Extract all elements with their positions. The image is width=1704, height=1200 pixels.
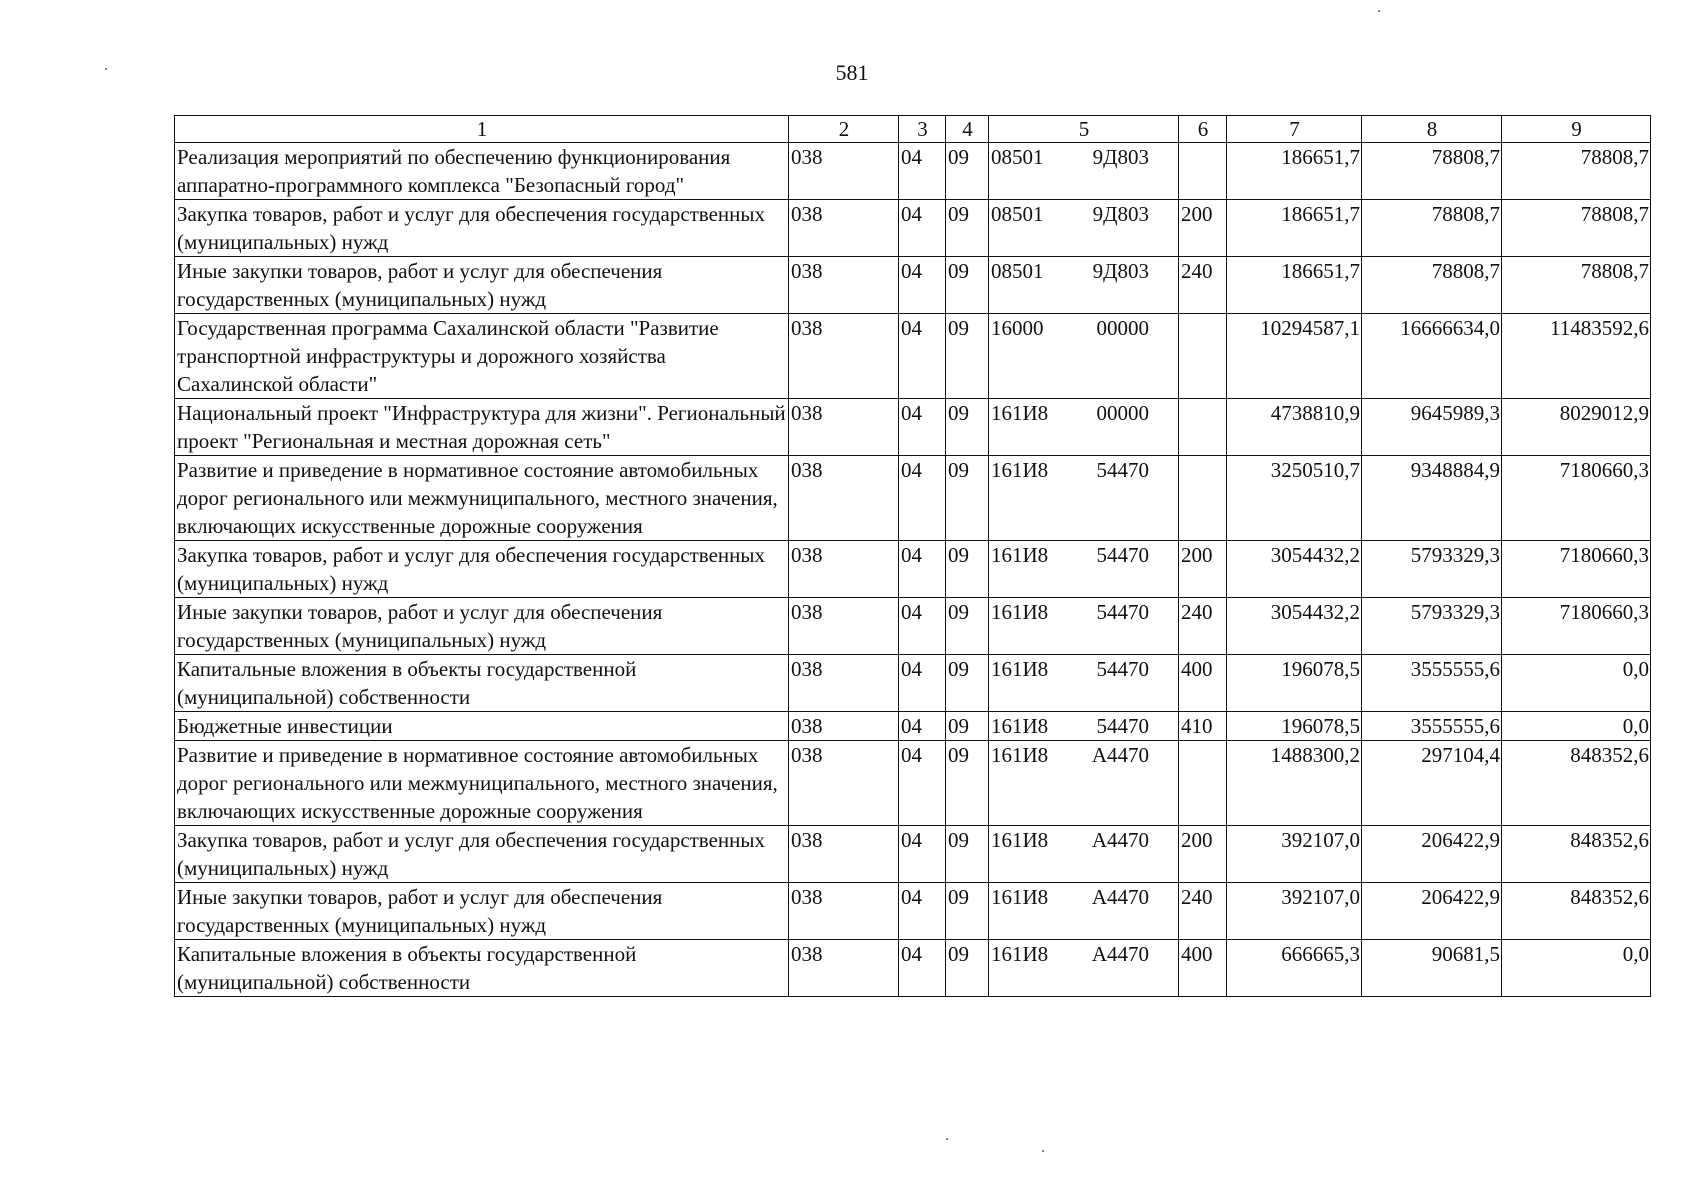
budget-table bbox=[174, 115, 1651, 997]
row-pr: 09 bbox=[946, 598, 989, 655]
row-value-8: 90681,5 bbox=[1362, 940, 1502, 997]
row-ved: 038 bbox=[789, 712, 899, 741]
row-ved: 038 bbox=[789, 541, 899, 598]
scan-speck bbox=[105, 68, 107, 70]
row-name: Государственная программа Сахалинской области "Развитие транспортной инфраструктуры и дорожного хозяйства Сахалинской области" bbox=[175, 314, 789, 399]
row-value-7: 3054432,2 bbox=[1227, 598, 1362, 655]
row-rz: 04 bbox=[899, 741, 946, 826]
row-vr: 400 bbox=[1179, 655, 1227, 712]
row-value-7: 3250510,7 bbox=[1227, 456, 1362, 541]
row-csr bbox=[989, 940, 1179, 997]
row-pr: 09 bbox=[946, 143, 989, 200]
row-value-7: 186651,7 bbox=[1227, 257, 1362, 314]
row-value-8: 5793329,3 bbox=[1362, 541, 1502, 598]
table-row bbox=[175, 143, 1651, 200]
row-csr-direction: А4470 bbox=[1091, 885, 1149, 909]
row-csr-program: 161И8 bbox=[991, 743, 1049, 767]
row-csr-direction: 54470 bbox=[1096, 600, 1149, 624]
row-csr-direction: 54470 bbox=[1096, 543, 1149, 567]
row-csr-program: 161И8 bbox=[991, 657, 1049, 681]
row-csr bbox=[989, 598, 1179, 655]
row-value-7: 392107,0 bbox=[1227, 826, 1362, 883]
table-row bbox=[175, 826, 1651, 883]
row-csr-program: 161И8 bbox=[991, 543, 1049, 567]
row-value-9: 7180660,3 bbox=[1502, 598, 1651, 655]
row-vr: 410 bbox=[1179, 712, 1227, 741]
row-ved: 038 bbox=[789, 741, 899, 826]
row-vr: 400 bbox=[1179, 940, 1227, 997]
row-rz: 04 bbox=[899, 143, 946, 200]
row-csr-program: 16000 bbox=[991, 316, 1044, 340]
row-csr-direction: А4470 bbox=[1091, 743, 1149, 767]
row-csr-program: 161И8 bbox=[991, 885, 1049, 909]
row-name: Иные закупки товаров, работ и услуг для обеспечения государственных (муниципальных) нужд bbox=[175, 883, 789, 940]
row-ved: 038 bbox=[789, 200, 899, 257]
row-value-8: 78808,7 bbox=[1362, 143, 1502, 200]
row-value-8: 3555555,6 bbox=[1362, 712, 1502, 741]
row-vr bbox=[1179, 741, 1227, 826]
table-row bbox=[175, 257, 1651, 314]
row-csr bbox=[989, 200, 1179, 257]
row-name: Закупка товаров, работ и услуг для обеспечения государственных (муниципальных) нужд bbox=[175, 200, 789, 257]
row-value-8: 9348884,9 bbox=[1362, 456, 1502, 541]
row-vr bbox=[1179, 143, 1227, 200]
row-vr: 240 bbox=[1179, 883, 1227, 940]
row-csr-program: 08501 bbox=[991, 202, 1044, 226]
table-row bbox=[175, 741, 1651, 826]
row-name: Закупка товаров, работ и услуг для обеспечения государственных (муниципальных) нужд bbox=[175, 541, 789, 598]
row-vr: 240 bbox=[1179, 257, 1227, 314]
row-pr: 09 bbox=[946, 456, 989, 541]
row-vr bbox=[1179, 314, 1227, 399]
row-csr bbox=[989, 741, 1179, 826]
row-rz: 04 bbox=[899, 826, 946, 883]
row-csr-direction: 9Д803 bbox=[1092, 145, 1149, 169]
row-value-8: 16666634,0 bbox=[1362, 314, 1502, 399]
row-csr bbox=[989, 883, 1179, 940]
row-value-7: 3054432,2 bbox=[1227, 541, 1362, 598]
row-csr bbox=[989, 143, 1179, 200]
row-vr: 200 bbox=[1179, 200, 1227, 257]
row-name: Капитальные вложения в объекты государственной (муниципальной) собственности bbox=[175, 940, 789, 997]
row-csr-program: 161И8 bbox=[991, 600, 1049, 624]
column-header: 6 bbox=[1179, 116, 1227, 143]
row-csr-direction: А4470 bbox=[1091, 942, 1149, 966]
row-csr-program: 08501 bbox=[991, 259, 1044, 283]
row-value-9: 848352,6 bbox=[1502, 741, 1651, 826]
table-row bbox=[175, 883, 1651, 940]
row-csr bbox=[989, 826, 1179, 883]
row-value-9: 7180660,3 bbox=[1502, 541, 1651, 598]
row-rz: 04 bbox=[899, 940, 946, 997]
row-ved: 038 bbox=[789, 257, 899, 314]
row-value-8: 9645989,3 bbox=[1362, 399, 1502, 456]
row-ved: 038 bbox=[789, 940, 899, 997]
row-value-8: 297104,4 bbox=[1362, 741, 1502, 826]
row-csr bbox=[989, 456, 1179, 541]
row-ved: 038 bbox=[789, 655, 899, 712]
table-row bbox=[175, 940, 1651, 997]
row-rz: 04 bbox=[899, 399, 946, 456]
table-row bbox=[175, 314, 1651, 399]
row-pr: 09 bbox=[946, 399, 989, 456]
row-name: Развитие и приведение в нормативное состояние автомобильных дорог регионального или межмуниципального, местного значения, включающих искусственные дорожные сооружения bbox=[175, 741, 789, 826]
row-value-7: 10294587,1 bbox=[1227, 314, 1362, 399]
row-rz: 04 bbox=[899, 257, 946, 314]
table-row bbox=[175, 200, 1651, 257]
row-rz: 04 bbox=[899, 598, 946, 655]
column-header: 8 bbox=[1362, 116, 1502, 143]
table-row bbox=[175, 541, 1651, 598]
scan-speck bbox=[1378, 10, 1380, 12]
row-value-9: 0,0 bbox=[1502, 940, 1651, 997]
row-value-9: 0,0 bbox=[1502, 712, 1651, 741]
row-csr-program: 161И8 bbox=[991, 401, 1049, 425]
scan-speck bbox=[946, 1138, 948, 1140]
row-csr bbox=[989, 257, 1179, 314]
row-csr bbox=[989, 399, 1179, 456]
page-number: 581 bbox=[835, 60, 869, 85]
row-pr: 09 bbox=[946, 712, 989, 741]
row-vr bbox=[1179, 456, 1227, 541]
row-csr bbox=[989, 314, 1179, 399]
row-value-8: 5793329,3 bbox=[1362, 598, 1502, 655]
row-pr: 09 bbox=[946, 314, 989, 399]
row-value-9: 78808,7 bbox=[1502, 143, 1651, 200]
row-pr: 09 bbox=[946, 741, 989, 826]
table-row bbox=[175, 598, 1651, 655]
row-csr-program: 161И8 bbox=[991, 942, 1049, 966]
row-pr: 09 bbox=[946, 826, 989, 883]
row-value-7: 196078,5 bbox=[1227, 712, 1362, 741]
row-ved: 038 bbox=[789, 314, 899, 399]
row-value-9: 848352,6 bbox=[1502, 883, 1651, 940]
row-value-8: 3555555,6 bbox=[1362, 655, 1502, 712]
row-value-7: 186651,7 bbox=[1227, 143, 1362, 200]
row-value-7: 196078,5 bbox=[1227, 655, 1362, 712]
row-value-9: 848352,6 bbox=[1502, 826, 1651, 883]
row-value-8: 206422,9 bbox=[1362, 826, 1502, 883]
row-ved: 038 bbox=[789, 598, 899, 655]
row-value-9: 7180660,3 bbox=[1502, 456, 1651, 541]
row-pr: 09 bbox=[946, 541, 989, 598]
row-csr bbox=[989, 541, 1179, 598]
column-header: 5 bbox=[989, 116, 1179, 143]
row-value-7: 392107,0 bbox=[1227, 883, 1362, 940]
row-ved: 038 bbox=[789, 399, 899, 456]
row-name: Национальный проект "Инфраструктура для жизни". Региональный проект "Региональная и местная дорожная сеть" bbox=[175, 399, 789, 456]
row-name: Иные закупки товаров, работ и услуг для обеспечения государственных (муниципальных) нужд bbox=[175, 598, 789, 655]
row-value-8: 78808,7 bbox=[1362, 200, 1502, 257]
row-pr: 09 bbox=[946, 200, 989, 257]
row-ved: 038 bbox=[789, 826, 899, 883]
row-vr: 200 bbox=[1179, 541, 1227, 598]
column-header: 7 bbox=[1227, 116, 1362, 143]
row-value-8: 78808,7 bbox=[1362, 257, 1502, 314]
column-header: 4 bbox=[946, 116, 989, 143]
row-pr: 09 bbox=[946, 883, 989, 940]
row-vr: 240 bbox=[1179, 598, 1227, 655]
row-name: Бюджетные инвестиции bbox=[175, 712, 789, 741]
row-vr bbox=[1179, 399, 1227, 456]
row-value-7: 186651,7 bbox=[1227, 200, 1362, 257]
row-rz: 04 bbox=[899, 541, 946, 598]
table-row bbox=[175, 655, 1651, 712]
row-csr-direction: 00000 bbox=[1096, 401, 1149, 425]
row-ved: 038 bbox=[789, 456, 899, 541]
row-csr-direction: 54470 bbox=[1096, 714, 1149, 738]
row-csr-direction: 54470 bbox=[1096, 657, 1149, 681]
row-value-9: 0,0 bbox=[1502, 655, 1651, 712]
row-vr: 200 bbox=[1179, 826, 1227, 883]
row-csr-program: 08501 bbox=[991, 145, 1044, 169]
row-ved: 038 bbox=[789, 143, 899, 200]
column-header: 9 bbox=[1502, 116, 1651, 143]
row-rz: 04 bbox=[899, 655, 946, 712]
column-header: 3 bbox=[899, 116, 946, 143]
row-value-7: 4738810,9 bbox=[1227, 399, 1362, 456]
scan-speck bbox=[1042, 1150, 1044, 1152]
row-name: Иные закупки товаров, работ и услуг для обеспечения государственных (муниципальных) нужд bbox=[175, 257, 789, 314]
row-rz: 04 bbox=[899, 883, 946, 940]
header-row bbox=[175, 116, 1651, 143]
row-value-9: 78808,7 bbox=[1502, 257, 1651, 314]
table-row bbox=[175, 712, 1651, 741]
row-name: Закупка товаров, работ и услуг для обеспечения государственных (муниципальных) нужд bbox=[175, 826, 789, 883]
row-rz: 04 bbox=[899, 456, 946, 541]
row-rz: 04 bbox=[899, 314, 946, 399]
row-name: Развитие и приведение в нормативное состояние автомобильных дорог регионального или межмуниципального, местного значения, включающих искусственные дорожные сооружения bbox=[175, 456, 789, 541]
row-name: Капитальные вложения в объекты государственной (муниципальной) собственности bbox=[175, 655, 789, 712]
row-value-9: 78808,7 bbox=[1502, 200, 1651, 257]
row-value-8: 206422,9 bbox=[1362, 883, 1502, 940]
table-body bbox=[175, 143, 1651, 997]
table-row bbox=[175, 399, 1651, 456]
row-csr bbox=[989, 655, 1179, 712]
row-name: Реализация мероприятий по обеспечению функционирования аппаратно-программного комплекса "Безопасный город" bbox=[175, 143, 789, 200]
row-ved: 038 bbox=[789, 883, 899, 940]
row-csr-direction: 9Д803 bbox=[1092, 202, 1149, 226]
row-value-7: 1488300,2 bbox=[1227, 741, 1362, 826]
row-pr: 09 bbox=[946, 655, 989, 712]
row-value-9: 11483592,6 bbox=[1502, 314, 1651, 399]
row-pr: 09 bbox=[946, 257, 989, 314]
row-rz: 04 bbox=[899, 712, 946, 741]
row-value-7: 666665,3 bbox=[1227, 940, 1362, 997]
row-csr-program: 161И8 bbox=[991, 458, 1049, 482]
table-row bbox=[175, 456, 1651, 541]
row-csr bbox=[989, 712, 1179, 741]
row-pr: 09 bbox=[946, 940, 989, 997]
row-csr-direction: 54470 bbox=[1096, 458, 1149, 482]
row-csr-direction: А4470 bbox=[1091, 828, 1149, 852]
row-csr-direction: 00000 bbox=[1096, 316, 1149, 340]
row-value-9: 8029012,9 bbox=[1502, 399, 1651, 456]
column-header: 1 bbox=[175, 116, 789, 143]
row-csr-direction: 9Д803 bbox=[1092, 259, 1149, 283]
row-csr-program: 161И8 bbox=[991, 828, 1049, 852]
row-csr-program: 161И8 bbox=[991, 714, 1049, 738]
row-rz: 04 bbox=[899, 200, 946, 257]
column-header: 2 bbox=[789, 116, 899, 143]
